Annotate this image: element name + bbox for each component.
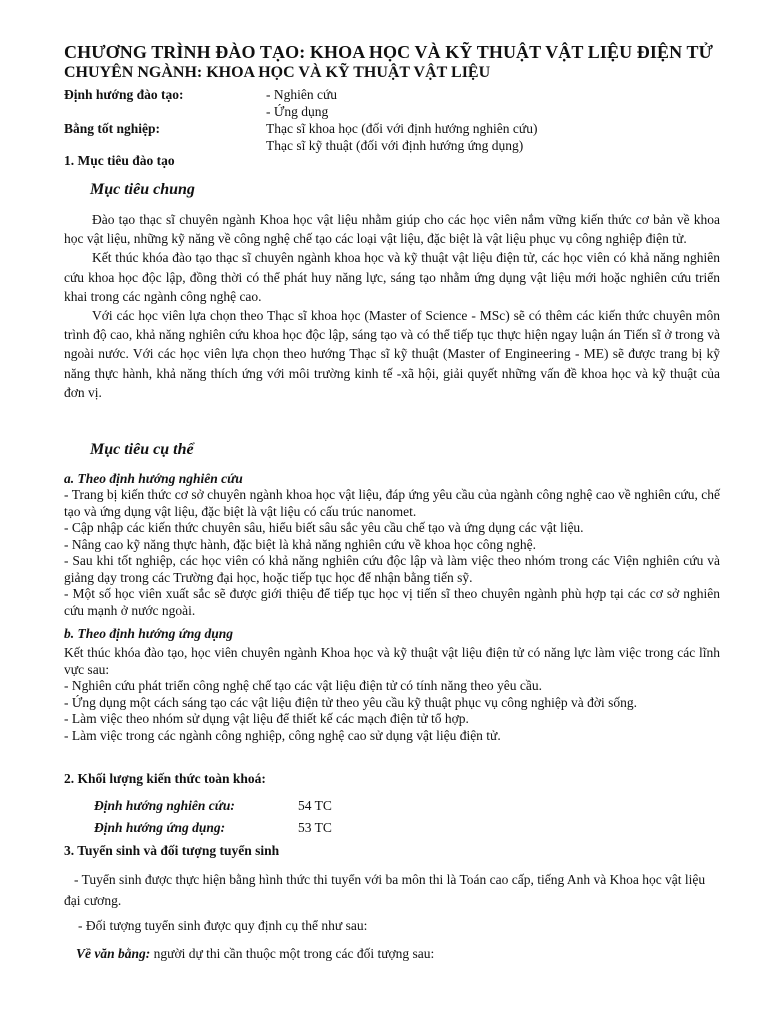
admission-note xyxy=(78,915,718,936)
list-item: - Nghiên cứu phát triển công nghệ chế tạo các vật liệu điện tử có tính năng theo yêu cầu. xyxy=(64,678,542,693)
applied-list xyxy=(64,645,720,744)
paragraph: Với các học viên lựa chọn theo Thạc sĩ khoa học (Master of Science - MSc) sẽ có thêm các kiến thức chuyên môn trình độ cao, khả năng nghiên cứu khoa học độc lập, sáng tạo và có thể tiếp tục thực hiện ngay luận án Tiến sĩ ở trong và ngoài nước. Với các học viên lựa chọn theo hướng Thạc sĩ kỹ thuật (Master of Engineering - ME) sẽ được trang bị kỹ năng thực hành, khả năng thích ứng với môi trường kinh tế -xã hội, giải quyết những vấn đề khoa học và kỹ thuật của đơn vị. xyxy=(64,308,720,400)
research-list xyxy=(64,487,720,619)
list-item: - Làm việc trong các ngành công nghiệp, công nghệ cao sử dụng vật liệu điện tử. xyxy=(64,727,501,743)
credit-value: 54 TC xyxy=(298,798,332,813)
orientation-value: - Nghiên cứu xyxy=(266,87,338,102)
paragraph: - Tuyển sinh được thực hiện bằng hình thức thi tuyển với ba môn thi là Toán cao cấp, tiếng Anh và Khoa học vật liệu đại cương. xyxy=(64,872,706,908)
requirement-label: Về văn bằng: xyxy=(76,946,151,961)
list-item: - Cập nhập các kiến thức chuyên sâu, hiểu biết sâu sắc yêu cầu chế tạo và ứng dụng các vật liệu. xyxy=(64,520,584,535)
credit-label: Định hướng ứng dụng: xyxy=(94,820,226,835)
orientation-value: - Ứng dụng xyxy=(266,104,329,119)
paragraph: Đào tạo thạc sĩ chuyên ngành Khoa học vật liệu nhằm giúp cho các học viên nắm vững kiến thức cơ bản về khoa học vật liệu, những kỹ năng về công nghệ chế tạo các loại vật liệu, đặc biệt là vật liệu phục vụ công nghiệp điện tử. xyxy=(64,212,720,247)
paragraph: - Đối tượng tuyển sinh được quy định cụ thể như sau: xyxy=(78,918,368,933)
credit-value: 53 TC xyxy=(298,820,332,835)
list-item: - Ứng dụng một cách sáng tạo các vật liệu điện tử theo yêu cầu kỹ thuật phục vụ công nghiệp và đời sống. xyxy=(64,694,638,710)
applied-heading: b. Theo định hướng ứng dụng xyxy=(64,626,233,641)
list-item: - Nâng cao kỹ năng thực hành, đặc biệt là khả năng nghiên cứu về khoa học công nghệ. xyxy=(64,536,536,552)
credit-label: Định hướng nghiên cứu: xyxy=(94,798,235,813)
section-heading: 2. Khối lượng kiến thức toàn khoá: xyxy=(64,771,266,786)
list-item: - Một số học viên xuất sắc sẽ được giới thiệu để tiếp tục học vị tiến sĩ theo chuyên ngành phù hợp tại các cơ sở nghiên cứu mạnh ở nước ngoài. xyxy=(64,586,720,618)
list-item: - Trang bị kiến thức cơ sở chuyên ngành khoa học vật liệu, đáp ứng yêu cầu của ngành công nghệ cao về nghiên cứu, chế tạo và ứng dụng vật liệu, đặc biệt là vật liệu có cấu trúc nanomet. xyxy=(64,487,720,519)
general-objectives xyxy=(64,210,720,402)
credit-row xyxy=(94,820,225,836)
credit-row xyxy=(94,798,235,814)
list-item: - Làm việc theo nhóm sử dụng vật liệu để thiết kế các mạch điện tử tổ hợp. xyxy=(64,711,469,726)
subsection-heading: Mục tiêu chung xyxy=(90,181,195,198)
degree-value: Thạc sĩ kỹ thuật (đối với định hướng ứng dụng) xyxy=(266,138,524,153)
section-heading: 1. Mục tiêu đào tạo xyxy=(64,153,175,168)
research-heading: a. Theo định hướng nghiên cứu xyxy=(64,471,243,486)
major-title: CHUYÊN NGÀNH: KHOA HỌC VÀ KỸ THUẬT VẬT LIỆU xyxy=(64,64,491,81)
list-item: - Sau khi tốt nghiệp, các học viên có khả năng nghiên cứu độc lập và làm việc theo nhóm trong các Viện nghiên cứu và giảng dạy trong các Trường đại học, hoặc tiếp tục học để nhận bằng tiến sỹ. xyxy=(64,553,720,585)
degree-value: Thạc sĩ khoa học (đối với định hướng nghiên cứu) xyxy=(266,121,538,136)
admission-block xyxy=(64,869,720,911)
requirement-text: người dự thi cần thuộc một trong các đối tượng sau: xyxy=(150,946,435,961)
orientation-label: Định hướng đào tạo: xyxy=(64,87,184,102)
list-item: Kết thúc khóa đào tạo, học viên chuyên ngành Khoa học và kỹ thuật vật liệu điện tử có năng lực làm việc trong các lĩnh vực sau: xyxy=(64,645,720,677)
section-heading: 3. Tuyển sinh và đối tượng tuyển sinh xyxy=(64,843,280,858)
degree-requirement xyxy=(76,943,716,964)
subsection-heading: Mục tiêu cụ thể xyxy=(90,441,194,458)
program-title: CHƯƠNG TRÌNH ĐÀO TẠO: KHOA HỌC VÀ KỸ THUẬT VẬT LIỆU ĐIỆN TỬ xyxy=(64,42,714,62)
degree-label: Bằng tốt nghiệp: xyxy=(64,121,161,136)
paragraph: Kết thúc khóa đào tạo thạc sĩ chuyên ngành khoa học và kỹ thuật vật liệu điện tử, các học viên có khả năng nghiên cứu khoa học độc lập, đồng thời có thể phát huy năng lực, sáng tạo nhằm ứng dụng vật liệu mới hoặc nghiên cứu triển khai trong các ngành công nghệ cao. xyxy=(64,250,720,304)
